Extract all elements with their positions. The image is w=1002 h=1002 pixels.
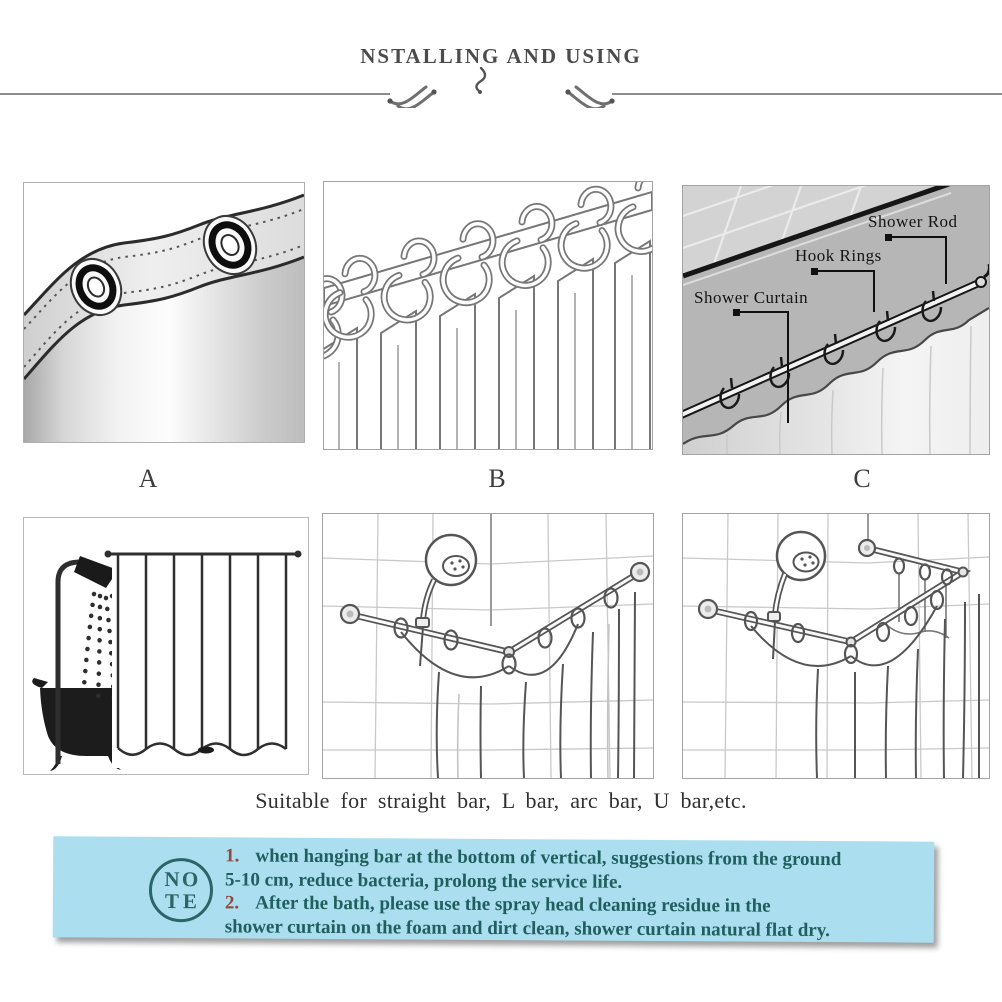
note-item-text: After the bath, please use the spray head cleaning residue in the (255, 892, 771, 917)
note-badge-letter: O (181, 866, 199, 891)
decorative-divider (0, 82, 1002, 108)
l-bar-installation-illustration (323, 514, 653, 778)
panel-l-bar-corner (322, 513, 654, 779)
page-title: NSTALLING AND USING (360, 44, 642, 68)
note-box (53, 836, 935, 942)
note-item-number: 2. (224, 892, 240, 914)
panel-u-bar-corner (682, 513, 990, 779)
note-item-2-line-2: shower curtain on the foam and dirt clean, shower curtain natural flat dry. (224, 915, 831, 941)
shower-rod-label: Shower Rod (868, 212, 958, 231)
grommet-curtain-illustration (24, 183, 304, 442)
suitability-caption: Suitable for straight bar, L bar, arc bar, U bar,etc. (255, 788, 747, 813)
hook-rings-rod-illustration (324, 182, 652, 449)
note-badge-icon (149, 858, 213, 922)
note-badge-letter: N (164, 866, 180, 891)
section-label-a: A (138, 464, 158, 493)
section-label-b: B (488, 464, 506, 493)
note-items (225, 844, 938, 942)
note-item-1-line-2: 5-10 cm, reduce bacteria, prolong the service life. (224, 868, 623, 893)
hook-rings-label: Hook Rings (795, 246, 882, 265)
u-bar-installation-illustration (683, 514, 989, 778)
section-label-c: C (853, 464, 871, 493)
shower-head (74, 556, 118, 588)
bathtub-shower-illustration (24, 518, 308, 774)
note-item-text: when hanging bar at the bottom of vertical, suggestions from the ground (255, 845, 842, 871)
shower-curtain-label: Shower Curtain (694, 288, 809, 307)
note-item-number: 1. (225, 845, 240, 867)
panel-b-hooks-closeup (323, 181, 653, 450)
panel-a-grommet-closeup (23, 182, 305, 443)
note-badge-letter: E (182, 888, 197, 913)
panel-straight-bar-bathtub (23, 517, 309, 775)
note-badge-letter: T (164, 888, 179, 913)
